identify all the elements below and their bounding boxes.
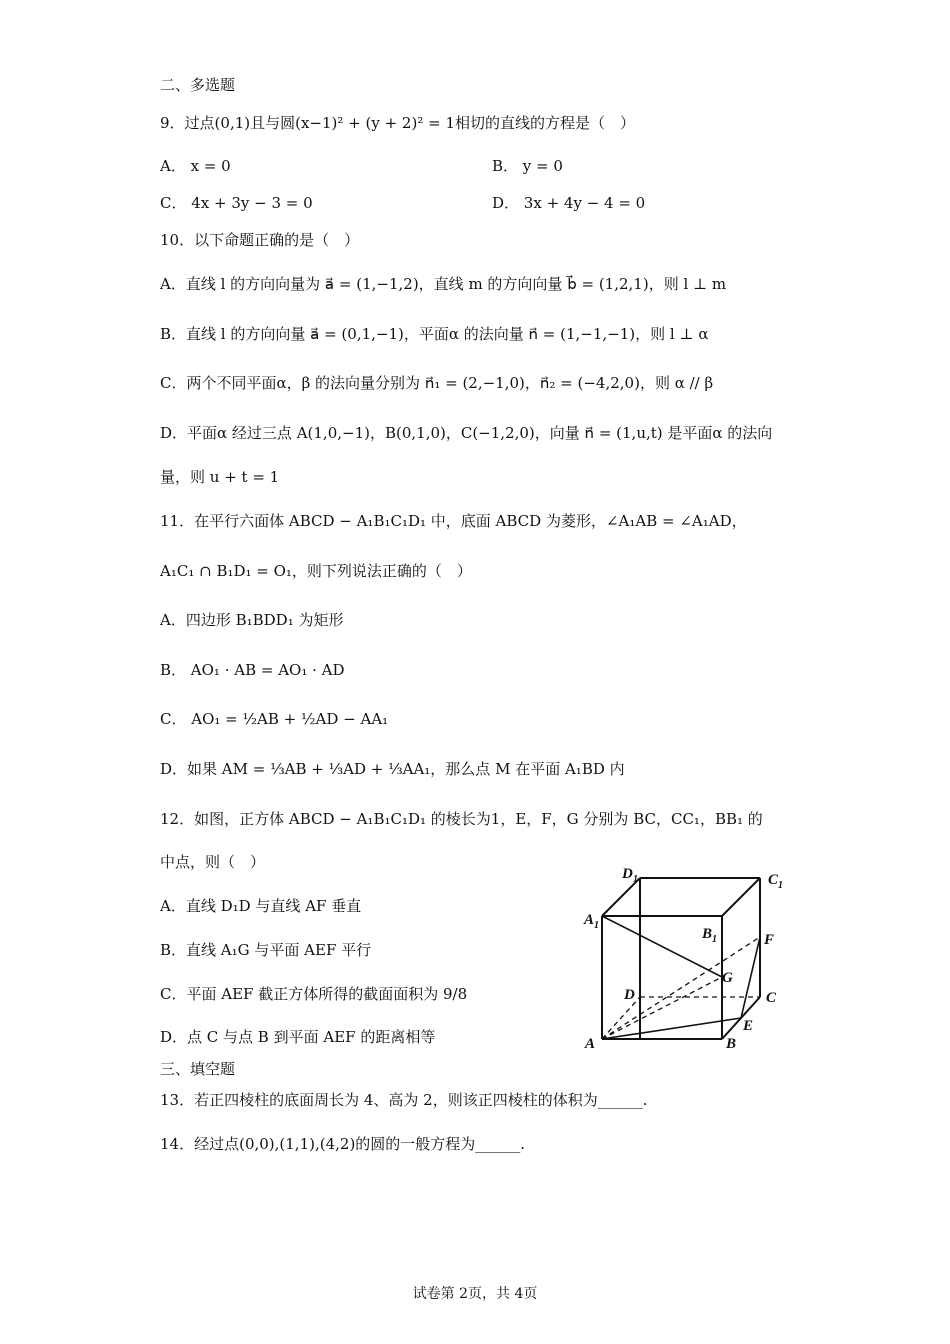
q10-option-b: B．直线 l 的方向向量 a⃗ = (0,1,−1)，平面α 的法向量 n⃗ = (1,−1,−1)，则 l ⊥ α [160,325,709,343]
q12-option-b: B．直线 A₁G 与平面 AEF 平行 [160,941,372,959]
label-e: E [743,1018,754,1034]
q10-option-d-line2: 量，则 u + t = 1 [160,468,280,486]
label-c1-sub: 1 [778,880,783,891]
section-title-fill-in: 三、填空题 [160,1060,236,1078]
section-title-multiple-choice: 二、多选题 [160,76,236,94]
label-b1-sub: 1 [712,934,717,945]
label-d1: D [622,866,633,882]
cube-figure [578,862,798,1052]
q12-option-a: A．直线 D₁D 与直线 AF 垂直 [160,897,362,915]
q13-text: 13．若正四棱柱的底面周长为 4、高为 2，则该正四棱柱的体积为______. [160,1091,648,1109]
label-a: A [585,1036,596,1052]
q12-option-c: C．平面 AEF 截正方体所得的截面面积为 9/8 [160,985,468,1003]
q9-option-b: B． y = 0 [492,157,563,175]
label-c1: C [768,872,779,888]
q9-option-c: C． 4x + 3y − 3 = 0 [160,194,313,212]
q10-option-a: A．直线 l 的方向向量为 a⃗ = (1,−1,2)，直线 m 的方向向量 b⃗ = (1,2,1)，则 l ⊥ m [160,275,727,293]
q10-option-c: C．两个不同平面α，β 的法向量分别为 n⃗₁ = (2,−1,0)，n⃗₂ = (−4,2,0)，则 α // β [160,374,714,392]
q12-option-d: D．点 C 与点 B 到平面 AEF 的距离相等 [160,1028,436,1046]
q11-option-d: D．如果 AM = ⅓AB + ⅓AD + ⅓AA₁，那么点 M 在平面 A₁BD 内 [160,760,625,778]
label-a1-sub: 1 [594,920,599,931]
page-footer: 试卷第 2页，共 4页 [412,1286,538,1302]
label-b1: B [702,926,713,942]
q11-option-a: A．四边形 B₁BDD₁ 为矩形 [160,611,344,629]
label-c: C [766,990,777,1006]
label-a1: A [584,912,595,928]
q14-text: 14．经过点(0,0),(1,1),(4,2)的圆的一般方程为______. [160,1135,526,1153]
q12-stem-line2: 中点，则（ ） [160,853,266,871]
q11-option-c: C． AO₁ = ½AB + ½AD − AA₁ [160,710,389,728]
label-d: D [624,987,635,1003]
q9-option-d: D． 3x + 4y − 4 = 0 [492,194,646,212]
label-g: G [722,970,733,986]
q12-stem-line1: 12．如图，正方体 ABCD − A₁B₁C₁D₁ 的棱长为1，E，F，G 分别为 BC，CC₁，BB₁ 的 [160,810,763,828]
q11-stem-line1: 11．在平行六面体 ABCD − A₁B₁C₁D₁ 中，底面 ABCD 为菱形，∠A₁AB = ∠A₁AD， [160,512,747,530]
label-d1-sub: 1 [633,874,638,885]
label-f: F [764,932,775,948]
q9-option-a: A． x = 0 [160,157,231,175]
q11-option-b: B． AO₁ · AB = AO₁ · AD [160,661,345,679]
q10-option-d-line1: D．平面α 经过三点 A(1,0,−1)，B(0,1,0)，C(−1,2,0)，向量 n⃗ = (1,u,t) 是平面α 的法向 [160,424,773,442]
q9-stem: 9．过点(0,1)且与圆(x−1)² + (y + 2)² = 1相切的直线的方程是（ ） [160,114,635,132]
q10-stem: 10．以下命题正确的是（ ） [160,231,360,249]
label-b: B [726,1036,737,1052]
q11-stem-line2: A₁C₁ ∩ B₁D₁ = O₁，则下列说法正确的（ ） [160,562,472,580]
